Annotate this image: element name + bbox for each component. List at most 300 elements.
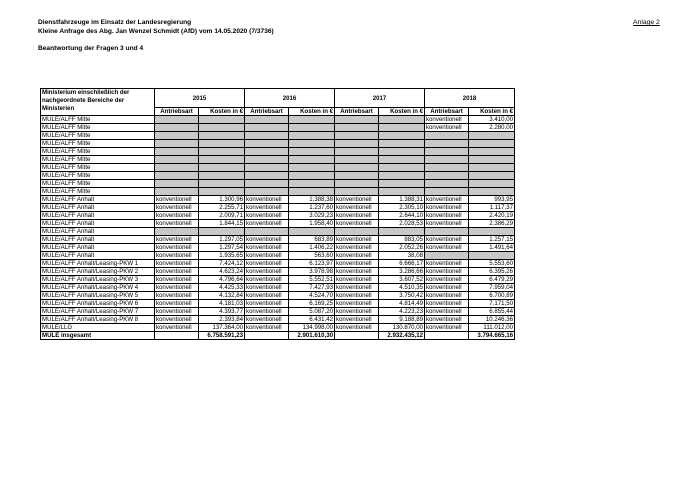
antriebsart-cell: konventionell (155, 260, 199, 268)
antriebsart-cell: konventionell (335, 324, 379, 332)
antriebsart-cell: konventionell (425, 268, 469, 276)
kosten-cell (289, 156, 335, 164)
antriebsart-cell: konventionell (245, 212, 289, 220)
kosten-cell (379, 124, 425, 132)
antriebsart-cell (155, 228, 199, 236)
antriebsart-cell: konventionell (245, 308, 289, 316)
kosten-cell (289, 228, 335, 236)
kosten-cell: 1.237,60 (289, 204, 335, 212)
antriebsart-cell (155, 124, 199, 132)
antriebsart-cell (245, 164, 289, 172)
antriebsart-cell: konventionell (245, 244, 289, 252)
ministry-cell: MULE/ALFF Mitte (41, 124, 155, 132)
document-header (38, 18, 274, 36)
kosten-cell (199, 172, 245, 180)
ministry-cell: MULE/ALFF Mitte (41, 188, 155, 196)
ministry-cell: MULE/ALFF Anhalt/Leasing-PKW 2 (41, 268, 155, 276)
total-value: 6.758.591,23 (199, 332, 245, 340)
kosten-cell: 2.386,29 (469, 220, 515, 228)
antriebsart-cell: konventionell (155, 324, 199, 332)
header-inquiry: Kleine Anfrage des Abg. Jan Wenzel Schmidt (AfD) vom 14.05.2020 (7/3736) (38, 28, 274, 35)
antriebsart-cell (425, 180, 469, 188)
table-row (41, 300, 515, 308)
total-spacer (155, 332, 199, 340)
antriebsart-cell (155, 140, 199, 148)
antriebsart-cell (245, 188, 289, 196)
ministry-cell: MULE/ALFF Mitte (41, 156, 155, 164)
kosten-cell: 4.796,64 (199, 276, 245, 284)
antriebsart-cell (245, 124, 289, 132)
kosten-cell: 1.491,64 (469, 244, 515, 252)
antriebsart-cell: konventionell (245, 292, 289, 300)
antriebsart-cell: konventionell (155, 308, 199, 316)
kosten-cell: 1.958,40 (289, 220, 335, 228)
anlage-label: Anlage 2 (633, 19, 660, 26)
antriebsart-cell: konventionell (155, 292, 199, 300)
ministry-header: Ministerium einschließlich der nachgeordnete Bereiche der Ministerien (41, 89, 155, 116)
antriebsart-cell (335, 172, 379, 180)
vehicle-cost-table (40, 88, 515, 340)
kosten-cell (199, 156, 245, 164)
table-row (41, 124, 515, 132)
table-row (41, 172, 515, 180)
kosten-header: Kosten in € (199, 108, 245, 116)
table-row (41, 260, 515, 268)
kosten-cell: 1.257,15 (469, 236, 515, 244)
antriebsart-cell: konventionell (425, 124, 469, 132)
antriebsart-header: Antriebsart (155, 108, 199, 116)
table-row (41, 148, 515, 156)
kosten-cell: 6.431,42 (289, 316, 335, 324)
total-value: 2.932.435,12 (379, 332, 425, 340)
antriebsart-cell: konventionell (425, 324, 469, 332)
total-spacer (335, 332, 379, 340)
antriebsart-cell: konventionell (245, 300, 289, 308)
ministry-cell: MULE/ALFF Anhalt/Leasing-PKW 4 (41, 284, 155, 292)
antriebsart-cell: konventionell (335, 276, 379, 284)
kosten-cell: 2.420,19 (469, 212, 515, 220)
table-row (41, 196, 515, 204)
ministry-cell: MULE/ALFF Mitte (41, 140, 155, 148)
antriebsart-cell: konventionell (425, 316, 469, 324)
kosten-cell: 3.607,52 (379, 276, 425, 284)
ministry-cell: MULE/ALFF Anhalt/Leasing-PKW 8 (41, 316, 155, 324)
year-header: 2015 (155, 89, 245, 108)
kosten-cell (469, 252, 515, 260)
antriebsart-cell (335, 132, 379, 140)
kosten-cell (469, 148, 515, 156)
kosten-cell: 2.255,71 (199, 204, 245, 212)
antriebsart-cell (245, 140, 289, 148)
antriebsart-cell: konventionell (245, 236, 289, 244)
kosten-cell: 137.364,00 (199, 324, 245, 332)
antriebsart-cell: konventionell (245, 204, 289, 212)
kosten-cell (469, 140, 515, 148)
table-row (41, 268, 515, 276)
kosten-cell (379, 180, 425, 188)
antriebsart-header: Antriebsart (425, 108, 469, 116)
kosten-cell: 10.246,36 (469, 316, 515, 324)
kosten-cell: 1.844,15 (199, 220, 245, 228)
kosten-cell: 2.305,10 (379, 204, 425, 212)
total-spacer (425, 332, 469, 340)
antriebsart-cell (155, 148, 199, 156)
kosten-cell: 6.123,97 (289, 260, 335, 268)
kosten-cell (469, 132, 515, 140)
kosten-cell (379, 132, 425, 140)
kosten-cell: 4.393,77 (199, 308, 245, 316)
kosten-cell: 2.009,71 (199, 212, 245, 220)
kosten-cell (289, 180, 335, 188)
antriebsart-cell (245, 148, 289, 156)
antriebsart-cell (155, 180, 199, 188)
antriebsart-cell: konventionell (155, 196, 199, 204)
antriebsart-cell (335, 124, 379, 132)
kosten-cell (379, 164, 425, 172)
kosten-cell (199, 148, 245, 156)
antriebsart-cell (335, 164, 379, 172)
year-header: 2016 (245, 89, 335, 108)
antriebsart-cell (155, 156, 199, 164)
header-title: Dienstfahrzeuge im Einsatz der Landesregierung (38, 19, 192, 26)
ministry-cell: MULE/ALFF Anhalt/Leasing-PKW 1 (41, 260, 155, 268)
kosten-cell: 134.998,00 (289, 324, 335, 332)
ministry-cell: MULE/ALFF Anhalt/Leasing-PKW 5 (41, 292, 155, 300)
ministry-cell: MULE/ALFF Anhalt (41, 252, 155, 260)
table-row (41, 140, 515, 148)
kosten-cell: 4.623,24 (199, 268, 245, 276)
antriebsart-cell: konventionell (245, 316, 289, 324)
ministry-cell: MULE/ALFF Mitte (41, 132, 155, 140)
table-row (41, 204, 515, 212)
kosten-cell (469, 172, 515, 180)
table-row (41, 132, 515, 140)
page-subtitle: Beantwortung der Fragen 3 und 4 (38, 45, 144, 52)
table-row (41, 188, 515, 196)
kosten-cell: 1.935,65 (199, 252, 245, 260)
kosten-cell (289, 124, 335, 132)
kosten-cell (379, 156, 425, 164)
antriebsart-cell: konventionell (425, 308, 469, 316)
antriebsart-cell: konventionell (425, 300, 469, 308)
antriebsart-cell: konventionell (425, 204, 469, 212)
kosten-cell: 3.410,00 (469, 116, 515, 124)
kosten-cell: 1.297,54 (199, 244, 245, 252)
ministry-cell: MULE/ALFF Anhalt/Leasing-PKW 3 (41, 276, 155, 284)
kosten-cell (289, 188, 335, 196)
antriebsart-cell: konventionell (155, 284, 199, 292)
antriebsart-cell: konventionell (155, 252, 199, 260)
antriebsart-cell (155, 164, 199, 172)
table-row (41, 252, 515, 260)
kosten-cell: 3.750,42 (379, 292, 425, 300)
kosten-cell (289, 164, 335, 172)
kosten-cell: 6.169,25 (289, 300, 335, 308)
kosten-header: Kosten in € (469, 108, 515, 116)
antriebsart-cell: konventionell (425, 284, 469, 292)
kosten-cell: 683,89 (289, 236, 335, 244)
ministry-cell: MULE/ALFF Mitte (41, 180, 155, 188)
table-row (41, 220, 515, 228)
kosten-cell: 6.395,26 (469, 268, 515, 276)
kosten-cell: 1.117,37 (469, 204, 515, 212)
antriebsart-cell: konventionell (155, 316, 199, 324)
ministry-cell: MULE/ALFF Anhalt (41, 212, 155, 220)
antriebsart-cell (245, 156, 289, 164)
antriebsart-cell: konventionell (335, 220, 379, 228)
antriebsart-cell (245, 116, 289, 124)
antriebsart-cell (335, 156, 379, 164)
kosten-cell: 993,95 (469, 196, 515, 204)
kosten-cell: 7.424,12 (199, 260, 245, 268)
kosten-cell (289, 148, 335, 156)
antriebsart-cell: konventionell (335, 244, 379, 252)
kosten-cell: 5.553,60 (469, 260, 515, 268)
ministry-cell: MULE/ALFF Anhalt (41, 220, 155, 228)
kosten-cell: 111.012,00 (469, 324, 515, 332)
kosten-cell: 6.855,44 (469, 308, 515, 316)
antriebsart-cell: konventionell (335, 236, 379, 244)
kosten-cell: 7.171,50 (469, 300, 515, 308)
antriebsart-cell: konventionell (245, 268, 289, 276)
antriebsart-cell: konventionell (155, 212, 199, 220)
ministry-cell: MULE/ALFF Anhalt (41, 236, 155, 244)
antriebsart-cell: konventionell (245, 324, 289, 332)
kosten-cell (469, 228, 515, 236)
antriebsart-cell (335, 140, 379, 148)
antriebsart-cell: konventionell (425, 260, 469, 268)
kosten-cell: 3.286,66 (379, 268, 425, 276)
kosten-cell: 4.223,23 (379, 308, 425, 316)
kosten-cell: 6.700,89 (469, 292, 515, 300)
kosten-cell: 4.132,84 (199, 292, 245, 300)
kosten-cell (469, 188, 515, 196)
year-header-row (41, 89, 515, 108)
antriebsart-cell: konventionell (425, 244, 469, 252)
total-value: 3.794.665,16 (469, 332, 515, 340)
kosten-cell: 2.280,00 (469, 124, 515, 132)
total-row (41, 332, 515, 340)
antriebsart-cell: konventionell (245, 260, 289, 268)
kosten-cell: 38,08 (379, 252, 425, 260)
kosten-cell: 2.393,84 (199, 316, 245, 324)
ministry-cell: MULE/ALFF Mitte (41, 164, 155, 172)
antriebsart-cell (425, 228, 469, 236)
kosten-cell (199, 124, 245, 132)
antriebsart-cell (425, 140, 469, 148)
antriebsart-cell (155, 116, 199, 124)
kosten-cell (199, 132, 245, 140)
year-header: 2017 (335, 89, 425, 108)
antriebsart-cell (335, 116, 379, 124)
antriebsart-cell: konventionell (335, 300, 379, 308)
table-row (41, 284, 515, 292)
total-label: MULE insgesamt (41, 332, 155, 340)
antriebsart-cell: konventionell (335, 260, 379, 268)
kosten-cell: 9.188,89 (379, 316, 425, 324)
kosten-cell (289, 140, 335, 148)
total-value: 2.901.610,30 (289, 332, 335, 340)
antriebsart-cell (335, 180, 379, 188)
antriebsart-cell (425, 148, 469, 156)
kosten-cell (199, 164, 245, 172)
table-row (41, 292, 515, 300)
antriebsart-cell (335, 228, 379, 236)
kosten-cell (379, 140, 425, 148)
table-row (41, 180, 515, 188)
antriebsart-cell: konventionell (245, 220, 289, 228)
antriebsart-cell: konventionell (335, 268, 379, 276)
antriebsart-cell: konventionell (425, 196, 469, 204)
table-row (41, 316, 515, 324)
kosten-cell: 6.479,29 (469, 276, 515, 284)
total-spacer (245, 332, 289, 340)
kosten-cell: 4.181,03 (199, 300, 245, 308)
antriebsart-cell (425, 132, 469, 140)
ministry-cell: MULE/ALFF Anhalt/Leasing-PKW 6 (41, 300, 155, 308)
ministry-cell: MULE/ALFF Mitte (41, 148, 155, 156)
kosten-cell (199, 228, 245, 236)
ministry-cell: MULE/ALFF Mitte (41, 172, 155, 180)
kosten-cell (379, 188, 425, 196)
kosten-cell (289, 132, 335, 140)
kosten-cell (469, 164, 515, 172)
kosten-cell: 1.388,38 (289, 196, 335, 204)
antriebsart-cell: konventionell (335, 252, 379, 260)
kosten-cell: 3.029,23 (289, 212, 335, 220)
antriebsart-cell (245, 180, 289, 188)
kosten-cell: 883,05 (379, 236, 425, 244)
kosten-cell: 1.300,96 (199, 196, 245, 204)
kosten-cell: 1.388,31 (379, 196, 425, 204)
antriebsart-cell: konventionell (425, 292, 469, 300)
ministry-cell: MULE/ALFF Anhalt (41, 196, 155, 204)
kosten-cell: 2.644,10 (379, 212, 425, 220)
antriebsart-cell (425, 252, 469, 260)
table-row (41, 228, 515, 236)
antriebsart-header: Antriebsart (335, 108, 379, 116)
kosten-cell: 4.425,33 (199, 284, 245, 292)
year-header: 2018 (425, 89, 515, 108)
kosten-cell (469, 180, 515, 188)
kosten-cell (379, 228, 425, 236)
kosten-cell: 7.959,04 (469, 284, 515, 292)
antriebsart-cell: konventionell (245, 284, 289, 292)
kosten-cell: 3.978,98 (289, 268, 335, 276)
kosten-cell: 130.870,00 (379, 324, 425, 332)
ministry-cell: MULE/ALFF Mitte (41, 116, 155, 124)
kosten-cell (199, 180, 245, 188)
antriebsart-cell (425, 172, 469, 180)
antriebsart-cell: konventionell (335, 212, 379, 220)
antriebsart-cell: konventionell (245, 252, 289, 260)
antriebsart-cell: konventionell (155, 268, 199, 276)
kosten-cell: 1.297,05 (199, 236, 245, 244)
antriebsart-cell (245, 228, 289, 236)
kosten-cell (199, 116, 245, 124)
antriebsart-cell (335, 188, 379, 196)
kosten-header: Kosten in € (289, 108, 335, 116)
antriebsart-cell: konventionell (335, 316, 379, 324)
antriebsart-cell (425, 156, 469, 164)
kosten-cell: 5.087,20 (289, 308, 335, 316)
antriebsart-cell: konventionell (335, 204, 379, 212)
kosten-cell (199, 140, 245, 148)
antriebsart-cell (245, 132, 289, 140)
antriebsart-header: Antriebsart (245, 108, 289, 116)
antriebsart-cell (425, 188, 469, 196)
kosten-cell: 6.666,17 (379, 260, 425, 268)
antriebsart-cell: konventionell (425, 220, 469, 228)
ministry-cell: MULE/ALFF Anhalt (41, 204, 155, 212)
kosten-cell: 2.028,53 (379, 220, 425, 228)
table-row (41, 308, 515, 316)
antriebsart-cell (335, 148, 379, 156)
ministry-cell: MULE/ALFF Anhalt (41, 244, 155, 252)
antriebsart-cell: konventionell (245, 196, 289, 204)
kosten-cell: 7.427,93 (289, 284, 335, 292)
ministry-cell: MULE/ALFF Anhalt (41, 228, 155, 236)
antriebsart-cell: konventionell (335, 196, 379, 204)
table-row (41, 212, 515, 220)
table-row (41, 156, 515, 164)
ministry-cell: MULE/ALFF Anhalt/Leasing-PKW 7 (41, 308, 155, 316)
kosten-cell (199, 188, 245, 196)
kosten-cell (379, 172, 425, 180)
antriebsart-cell: konventionell (245, 276, 289, 284)
antriebsart-cell: konventionell (155, 204, 199, 212)
table-row (41, 116, 515, 124)
antriebsart-cell (245, 172, 289, 180)
antriebsart-cell (155, 188, 199, 196)
antriebsart-cell: konventionell (155, 276, 199, 284)
kosten-cell (469, 156, 515, 164)
kosten-cell: 2.052,26 (379, 244, 425, 252)
kosten-cell: 4.814,49 (379, 300, 425, 308)
kosten-cell (379, 148, 425, 156)
table-row (41, 164, 515, 172)
antriebsart-cell: konventionell (155, 236, 199, 244)
antriebsart-cell: konventionell (155, 300, 199, 308)
antriebsart-cell: konventionell (335, 292, 379, 300)
kosten-cell: 563,60 (289, 252, 335, 260)
antriebsart-cell: konventionell (335, 284, 379, 292)
antriebsart-cell (155, 172, 199, 180)
kosten-cell (289, 172, 335, 180)
kosten-header: Kosten in € (379, 108, 425, 116)
antriebsart-cell: konventionell (155, 244, 199, 252)
table-row (41, 244, 515, 252)
table-row (41, 324, 515, 332)
kosten-cell: 5.552,51 (289, 276, 335, 284)
kosten-cell (379, 116, 425, 124)
antriebsart-cell: konventionell (155, 220, 199, 228)
antriebsart-cell (155, 132, 199, 140)
kosten-cell: 4.524,70 (289, 292, 335, 300)
table-row (41, 236, 515, 244)
table-row (41, 276, 515, 284)
kosten-cell: 1.406,22 (289, 244, 335, 252)
antriebsart-cell: konventionell (335, 308, 379, 316)
ministry-cell: MULE/LLG (41, 324, 155, 332)
antriebsart-cell (425, 164, 469, 172)
antriebsart-cell: konventionell (425, 212, 469, 220)
antriebsart-cell: konventionell (425, 236, 469, 244)
kosten-cell: 4.510,35 (379, 284, 425, 292)
kosten-cell (289, 116, 335, 124)
antriebsart-cell: konventionell (425, 116, 469, 124)
antriebsart-cell: konventionell (425, 276, 469, 284)
